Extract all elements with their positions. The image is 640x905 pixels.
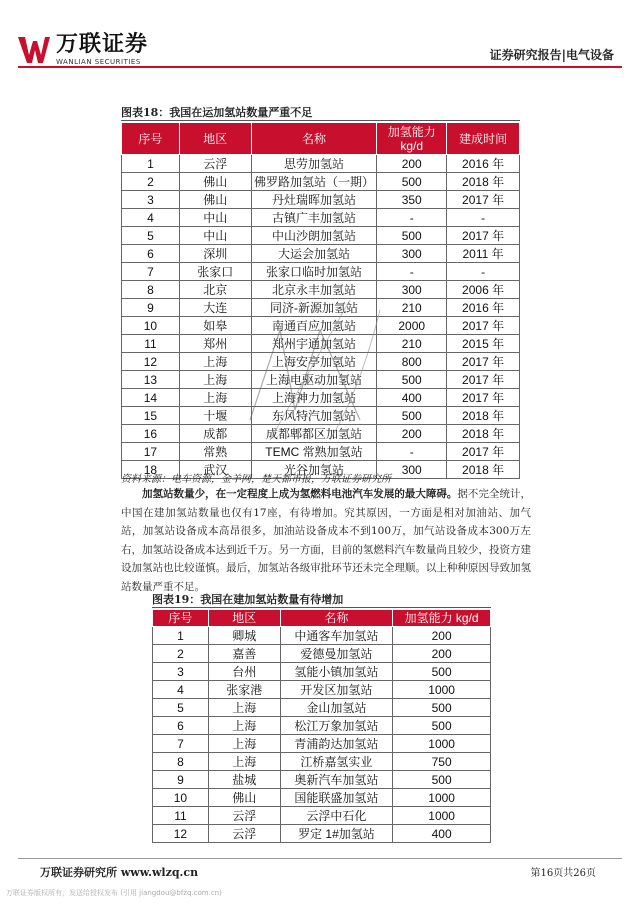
table-cell-index: 16 [122,425,180,443]
table-cell-capacity: 500 [393,663,491,681]
table-cell-name: 金山加氢站 [280,699,393,717]
table-cell-year: 2017 年 [447,317,520,335]
analysis-paragraph [121,485,531,597]
table-cell-name: 罗定 1#加氢站 [280,825,393,843]
table-cell-name: 开发区加氢站 [280,681,393,699]
table-row [153,735,491,753]
table-cell-capacity: 200 [393,627,491,645]
table-cell-region: 云浮 [208,807,280,825]
table-cell-capacity: 500 [393,699,491,717]
table-cell-year: - [447,209,520,227]
brand-logo [18,34,148,66]
table-row [122,371,520,389]
table-cell-capacity: 750 [393,753,491,771]
table-cell-capacity: 500 [393,771,491,789]
table-cell-year: 2018 年 [447,407,520,425]
table-cell-region: 嘉善 [208,645,280,663]
table-cell-year: 2018 年 [447,461,520,479]
table-cell-index: 2 [122,173,180,191]
table-cell-index: 8 [153,753,209,771]
table-cell-name: 南通百应加氢站 [251,317,377,335]
table-row [122,245,520,263]
table-cell-capacity: 350 [377,191,447,209]
table-cell-capacity: 200 [377,425,447,443]
table19-col-region: 地区 [208,610,280,627]
table-cell-name: 云浮中石化 [280,807,393,825]
table-cell-year: 2011 年 [447,245,520,263]
table-cell-name: 爱德曼加氢站 [280,645,393,663]
table-row [153,645,491,663]
table-cell-year: 2018 年 [447,173,520,191]
table-cell-capacity: 1000 [393,807,491,825]
header-divider [18,66,622,68]
table18-col-region: 地区 [179,123,251,155]
table18-source: 资料来源：电车资源，金羊网，楚天都市报，万联证券研究所 [121,474,391,485]
table-cell-index: 4 [122,209,180,227]
table-cell-region: 上海 [179,389,251,407]
table-row [122,281,520,299]
table-cell-index: 2 [153,645,209,663]
table-cell-name: 上海电驱动加氢站 [251,371,377,389]
table-cell-capacity: 400 [393,825,491,843]
table-row [122,173,520,191]
table-row [153,717,491,735]
table-cell-index: 10 [153,789,209,807]
table-cell-index: 8 [122,281,180,299]
table-cell-region: 大连 [179,299,251,317]
table-cell-region: 武汉 [179,461,251,479]
table-row [122,299,520,317]
table-row [153,699,491,717]
table19-col-name: 名称 [280,610,393,627]
table-cell-region: 上海 [208,753,280,771]
table-cell-index: 17 [122,443,180,461]
table-cell-region: 深圳 [179,245,251,263]
table-cell-name: 思劳加氢站 [251,155,377,173]
table-cell-index: 9 [153,771,209,789]
table19-col-index: 序号 [153,610,209,627]
table-cell-name: 松江万象加氢站 [280,717,393,735]
table-cell-capacity: 500 [377,371,447,389]
table-cell-region: 上海 [208,699,280,717]
table-cell-year: 2006 年 [447,281,520,299]
table18-col-index: 序号 [122,123,180,155]
table-cell-year: 2017 年 [447,389,520,407]
table-row [153,825,491,843]
table-cell-region: 郑州 [179,335,251,353]
table-cell-year: - [447,263,520,281]
table-cell-name: 奥新汽车加氢站 [280,771,393,789]
table-cell-capacity: 400 [377,389,447,407]
table18-col-name: 名称 [251,123,377,155]
table-cell-index: 4 [153,681,209,699]
table-cell-capacity: 800 [377,353,447,371]
table-cell-name: 上海安亭加氢站 [251,353,377,371]
table-row [122,263,520,281]
table-cell-region: 云浮 [179,155,251,173]
table-cell-year: 2015 年 [447,335,520,353]
table-row [153,663,491,681]
table-cell-capacity: 1000 [393,789,491,807]
table-cell-region: 常熟 [179,443,251,461]
table-row [122,317,520,335]
table-cell-region: 张家口 [179,263,251,281]
footer-org: 万联证券研究所 www.wlzq.cn [40,866,199,879]
table-row [153,627,491,645]
table-row [122,191,520,209]
footer-disclaimer: 万联证券版权所有，发送给授权发布 (引用 jiangdou@bfzq.com.cn) [6,889,222,897]
table-cell-region: 佛山 [179,191,251,209]
table-row [153,771,491,789]
table-cell-capacity: 300 [377,245,447,263]
table-cell-capacity: 300 [377,461,447,479]
table-cell-region: 佛山 [208,789,280,807]
table19-caption-rule [152,607,491,608]
table-row [122,353,520,371]
table-cell-year: 2017 年 [447,371,520,389]
table-cell-year: 2016 年 [447,155,520,173]
table-cell-region: 中山 [179,227,251,245]
table-cell-name: 光谷加氢站 [251,461,377,479]
table-cell-name: 青浦韵达加氢站 [280,735,393,753]
table-cell-index: 10 [122,317,180,335]
table-cell-index: 6 [153,717,209,735]
table-cell-region: 盐城 [208,771,280,789]
table-row [153,789,491,807]
table-row [122,335,520,353]
table-cell-index: 3 [122,191,180,209]
table18-header-row [122,123,520,155]
table-cell-capacity: - [377,263,447,281]
page-number: 第16页共26页 [530,868,596,879]
table19-col-capacity: 加氢能力 kg/d [393,610,491,627]
footer-divider [18,858,622,859]
table-row [153,807,491,825]
table-cell-year: 2017 年 [447,443,520,461]
table-row [122,389,520,407]
table-cell-capacity: 500 [377,227,447,245]
brand-name-en: WANLIAN SECURITIES [56,58,141,66]
table19 [152,609,491,843]
paragraph-body: 据不完全统计，中国在建加氢站数量也仅有17座，有待增加。究其原因，一方面是相对加油站、加气站，加氢站设备成本高昂很多，加油站设备成本不到100万，加气站设备成本300万左右，加氢站设备成本达到近千万。另一方面，目前的氢燃料汽车数量尚且较少，投资方建设加氢站也比较谨慎。最后，加氢站各级审批环节还未完全理顺。以上种种原因导致加氢站数量严重不足。 [121,488,532,593]
table-row [122,227,520,245]
table-row [122,407,520,425]
table-cell-year: 2017 年 [447,191,520,209]
table-row [153,753,491,771]
table19-caption: 图表19：我国在建加氢站数量有待增加 [152,593,344,606]
table-cell-capacity: 1000 [393,681,491,699]
table-cell-name: 张家口临时加氢站 [251,263,377,281]
report-type: 证券研究报告|电气设备 [489,48,614,62]
table-cell-name: 中山沙朗加氢站 [251,227,377,245]
table-cell-index: 9 [122,299,180,317]
table-cell-index: 5 [122,227,180,245]
table-cell-region: 张家港 [208,681,280,699]
table-cell-region: 上海 [208,735,280,753]
table-cell-region: 云浮 [208,825,280,843]
table-cell-index: 18 [122,461,180,479]
table-cell-index: 6 [122,245,180,263]
table-cell-year: 2017 年 [447,353,520,371]
table-cell-capacity: 210 [377,299,447,317]
table-cell-capacity: 210 [377,335,447,353]
table-cell-name: 国能联盛加氢站 [280,789,393,807]
table18 [121,122,520,479]
table-cell-year: 2018 年 [447,425,520,443]
table-cell-region: 上海 [179,371,251,389]
table-cell-region: 中山 [179,209,251,227]
table-cell-name: 中通客车加氢站 [280,627,393,645]
table-cell-index: 12 [153,825,209,843]
table-cell-index: 11 [153,807,209,825]
table-cell-capacity: 2000 [377,317,447,335]
table-cell-name: TEMC 常熟加氢站 [251,443,377,461]
table-cell-name: 上海神力加氢站 [251,389,377,407]
table-cell-index: 1 [122,155,180,173]
table18-col-capacity: 加氢能力 kg/d [377,123,447,155]
table19-header-row [153,610,491,627]
table-cell-name: 成都郫都区加氢站 [251,425,377,443]
table-cell-index: 13 [122,371,180,389]
table-cell-region: 台州 [208,663,280,681]
table-cell-capacity: 500 [377,407,447,425]
table-cell-index: 12 [122,353,180,371]
table-cell-capacity: - [377,443,447,461]
table-row [122,209,520,227]
table18-col-year: 建成时间 [447,123,520,155]
table-cell-index: 11 [122,335,180,353]
table-cell-capacity: 500 [377,173,447,191]
brand-name-cn: 万联证券 [56,32,149,57]
table-row [122,155,520,173]
table-cell-region: 上海 [208,717,280,735]
table-row [153,681,491,699]
table-cell-index: 3 [153,663,209,681]
table-cell-capacity: - [377,209,447,227]
table-cell-name: 大运会加氢站 [251,245,377,263]
table-cell-region: 卿城 [208,627,280,645]
table-cell-capacity: 1000 [393,735,491,753]
table-cell-name: 丹灶瑞晖加氢站 [251,191,377,209]
table-cell-region: 上海 [179,353,251,371]
table-cell-region: 如皋 [179,317,251,335]
table-cell-index: 1 [153,627,209,645]
table-cell-capacity: 200 [393,645,491,663]
table-cell-capacity: 300 [377,281,447,299]
table18-caption: 图表18：我国在运加氢站数量严重不足 [121,106,313,119]
table-row [122,443,520,461]
table-cell-name: 佛罗路加氢站（一期） [251,173,377,191]
table-cell-capacity: 200 [377,155,447,173]
table-cell-index: 7 [122,263,180,281]
table-cell-year: 2016 年 [447,299,520,317]
w-logo-icon [18,35,50,65]
table-cell-index: 14 [122,389,180,407]
table-cell-index: 7 [153,735,209,753]
table-row [122,425,520,443]
table-cell-name: 郑州宇通加氢站 [251,335,377,353]
table-cell-name: 北京永丰加氢站 [251,281,377,299]
table-cell-name: 同济-新源加氢站 [251,299,377,317]
table-cell-index: 15 [122,407,180,425]
table-cell-name: 东风特汽加氢站 [251,407,377,425]
table-cell-name: 氢能小镇加氢站 [280,663,393,681]
table18-caption-rule [121,120,520,121]
table-cell-region: 十堰 [179,407,251,425]
table-cell-capacity: 500 [393,717,491,735]
paragraph-lead: 加氢站数量少，在一定程度上成为氢燃料电池汽车发展的最大障碍。 [142,488,458,500]
table-cell-region: 佛山 [179,173,251,191]
table-cell-name: 古镇广丰加氢站 [251,209,377,227]
table-cell-name: 江桥嘉氢实业 [280,753,393,771]
table-cell-region: 成都 [179,425,251,443]
table-cell-year: 2017 年 [447,227,520,245]
table-cell-region: 北京 [179,281,251,299]
table-cell-index: 5 [153,699,209,717]
